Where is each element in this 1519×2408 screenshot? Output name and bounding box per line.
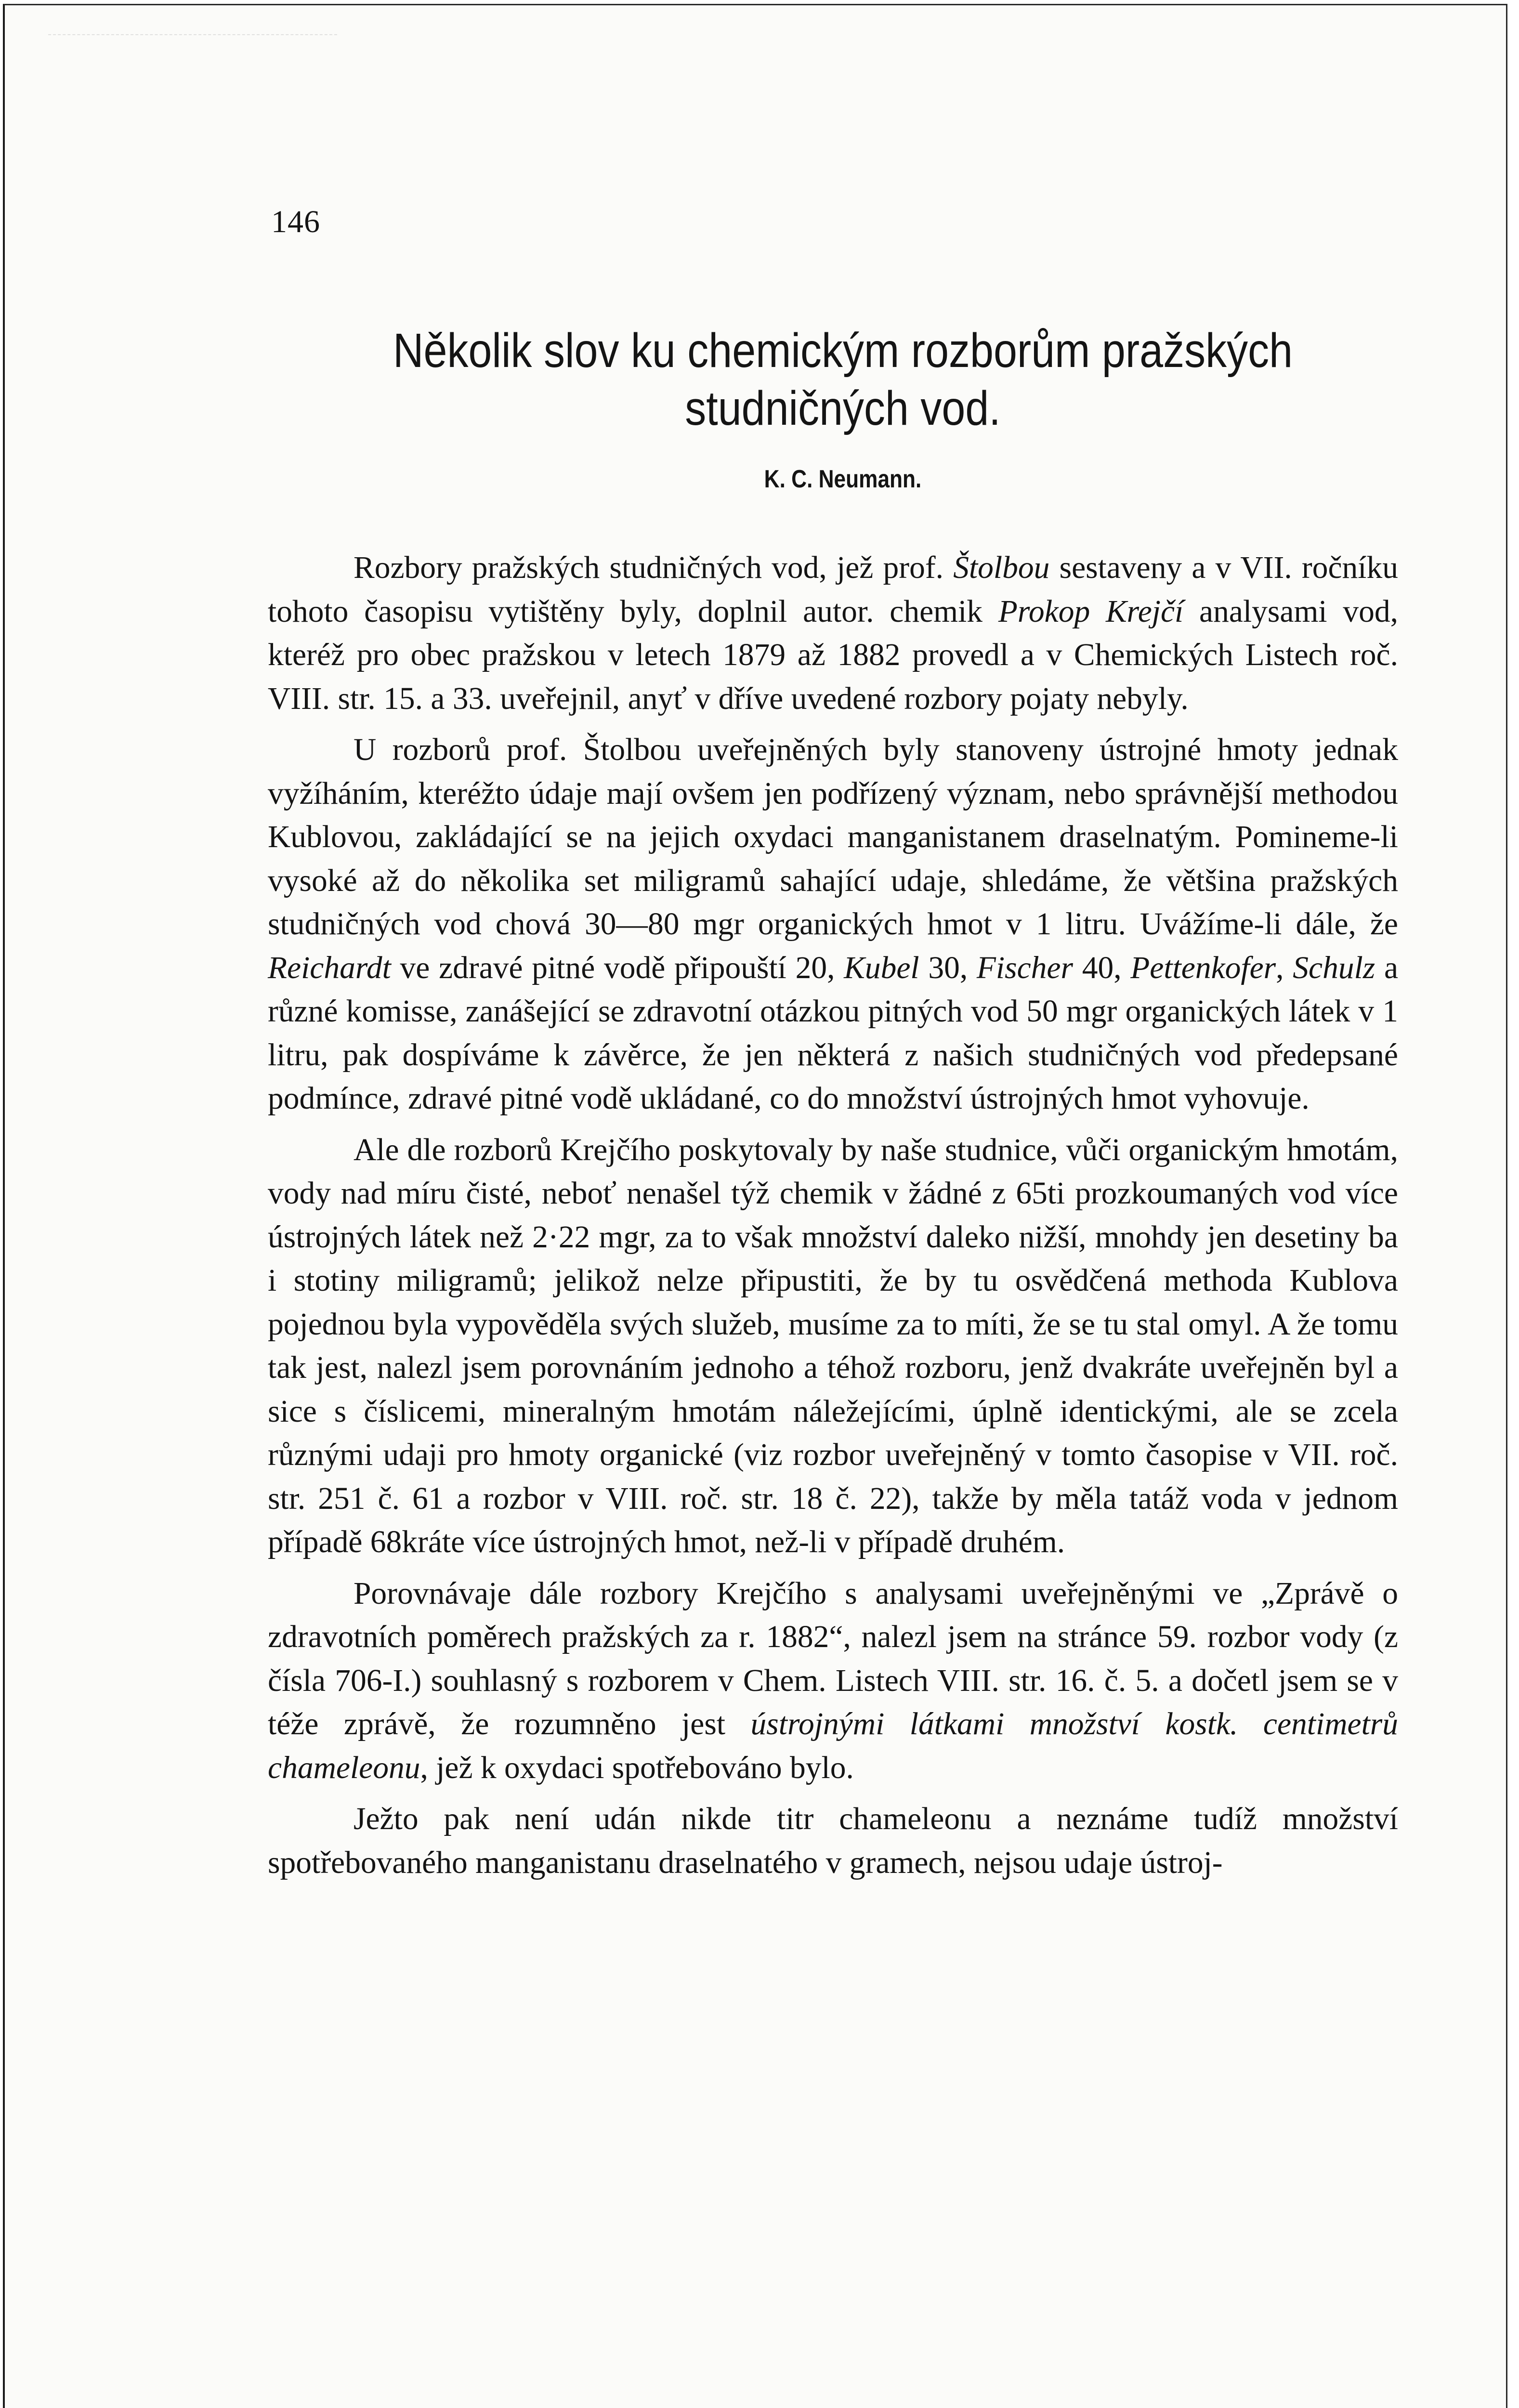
paragraph xyxy=(268,1797,1398,1885)
text-run: Porovnávaje dále rozbory Krejčího s analysami uveřejněnými ve „Zprávě o zdravotních poměrech pražských za r. 1882“, nalezl jsem na stránce 59. rozbor vody (z čísla 706-I.) souhlasný s rozborem v Chem. Listech VIII. str. 16. č. 5. a dočetl jsem se v téže zprávě, že rozumněno jest xyxy=(268,1576,1398,1741)
text-run: Rozbory pražských studničných vod, jež prof. xyxy=(354,550,954,585)
italic-name: Pettenkofer xyxy=(1130,950,1276,985)
text-run: U rozborů prof. Štolbou uveřejněných byly stanoveny ústrojné hmoty jednak vyžíháním, kteréžto údaje mají ovšem jen podřízený význam, nebo správnější methodou Kublovou, zakládající se na jejich oxydaci manganistanem draselnatým. Pomineme-li vysoké až do několika set miligramů sahající udaje, shledáme, že většina pražských studničných vod chová 30—80 mgr organických hmot v 1 litru. Uvážíme-li dále, že xyxy=(268,733,1398,942)
text-run: ve zdravé pitné vodě připouští 20, xyxy=(391,950,844,985)
text-run: a různé komisse, zanášející se zdravotní otázkou pitných vod 50 mgr organických látek v 1 litru, pak dospíváme k závěrce, že jen některá z našich studničných vod předepsané podmínce, zdravé pitné vodě ukládané, co do množství ústrojných hmot vyhovuje. xyxy=(268,950,1399,1116)
italic-name: Štolbou xyxy=(953,550,1050,585)
article-title xyxy=(313,322,1373,437)
article-author: K. C. Neumann. xyxy=(764,465,922,493)
paragraph xyxy=(268,546,1398,720)
text-run: analysami vod, kteréž pro obec pražskou v letech 1879 až 1882 provedl a v Chemických Listech roč. VIII. str. 15. a 33. uveřejnil, anyť v dříve uvedené rozbory pojaty nebyly. xyxy=(268,594,1398,716)
italic-name: Reichardt xyxy=(268,950,391,985)
text-run: , xyxy=(1276,950,1293,985)
text-run: 40, xyxy=(1073,950,1131,985)
text-run: sestaveny a v VII. ročníku tohoto časopisu vytištěny byly, doplnil autor. chemik xyxy=(268,550,1399,629)
paragraph xyxy=(268,728,1398,1121)
text-run: Ježto pak není udán nikde titr chameleonu a neznáme tudíž množství spotřebovaného manganistanu draselnatého v gramech, nejsou udaje ústroj- xyxy=(268,1802,1398,1880)
article-body xyxy=(268,546,1398,1892)
italic-name: Fischer xyxy=(976,950,1073,985)
text-run: , jež k oxydaci spotřebováno bylo. xyxy=(420,1750,854,1785)
italic-name: Prokop Krejčí xyxy=(998,594,1184,629)
page-number: 146 xyxy=(271,204,320,239)
italic-name: Kubel xyxy=(844,950,919,985)
paragraph xyxy=(268,1128,1398,1564)
title-line-1: Několik slov ku chemickým rozborům pražských xyxy=(393,324,1293,378)
scan-artifact xyxy=(48,15,337,35)
italic-name: ústrojnými látkami množství kostk. centimetrů chameleonu xyxy=(268,1707,1399,1785)
title-line-2: studničných vod. xyxy=(685,381,1001,435)
italic-name: Schulz xyxy=(1293,950,1375,985)
text-run: Ale dle rozborů Krejčího poskytovaly by naše studnice, vůči organickým hmotám, vody nad míru čisté, neboť nenašel týž chemik v žádné z 65ti prozkoumaných vod více ústrojných látek než 2·22 mgr, za to však množství daleko nižší, mnohdy jen desetiny ba i stotiny miligramů; jelikož nelze připustiti, že by tu osvědčená methoda Kublova pojednou byla vypověděla svých služeb, musíme za to míti, že se tu stal omyl. A že tomu tak jest, nalezl jsem porovnáním jednoho a téhož rozboru, jenž dvakráte uveřejněn byl a sice s číslicemi, mineralným hmotám náležejícími, úplně identickými, ale se zcela různými udaji pro hmoty organické (viz rozbor uveřejněný v tomto časopise v VII. roč. str. 251 č. 61 a rozbor v VIII. roč. str. 18 č. 22), takže by měla tatáž voda v jednom případě 68kráte více ústrojných hmot, než-li v případě druhém. xyxy=(268,1132,1398,1559)
paragraph xyxy=(268,1572,1398,1790)
text-run: 30, xyxy=(919,950,977,985)
